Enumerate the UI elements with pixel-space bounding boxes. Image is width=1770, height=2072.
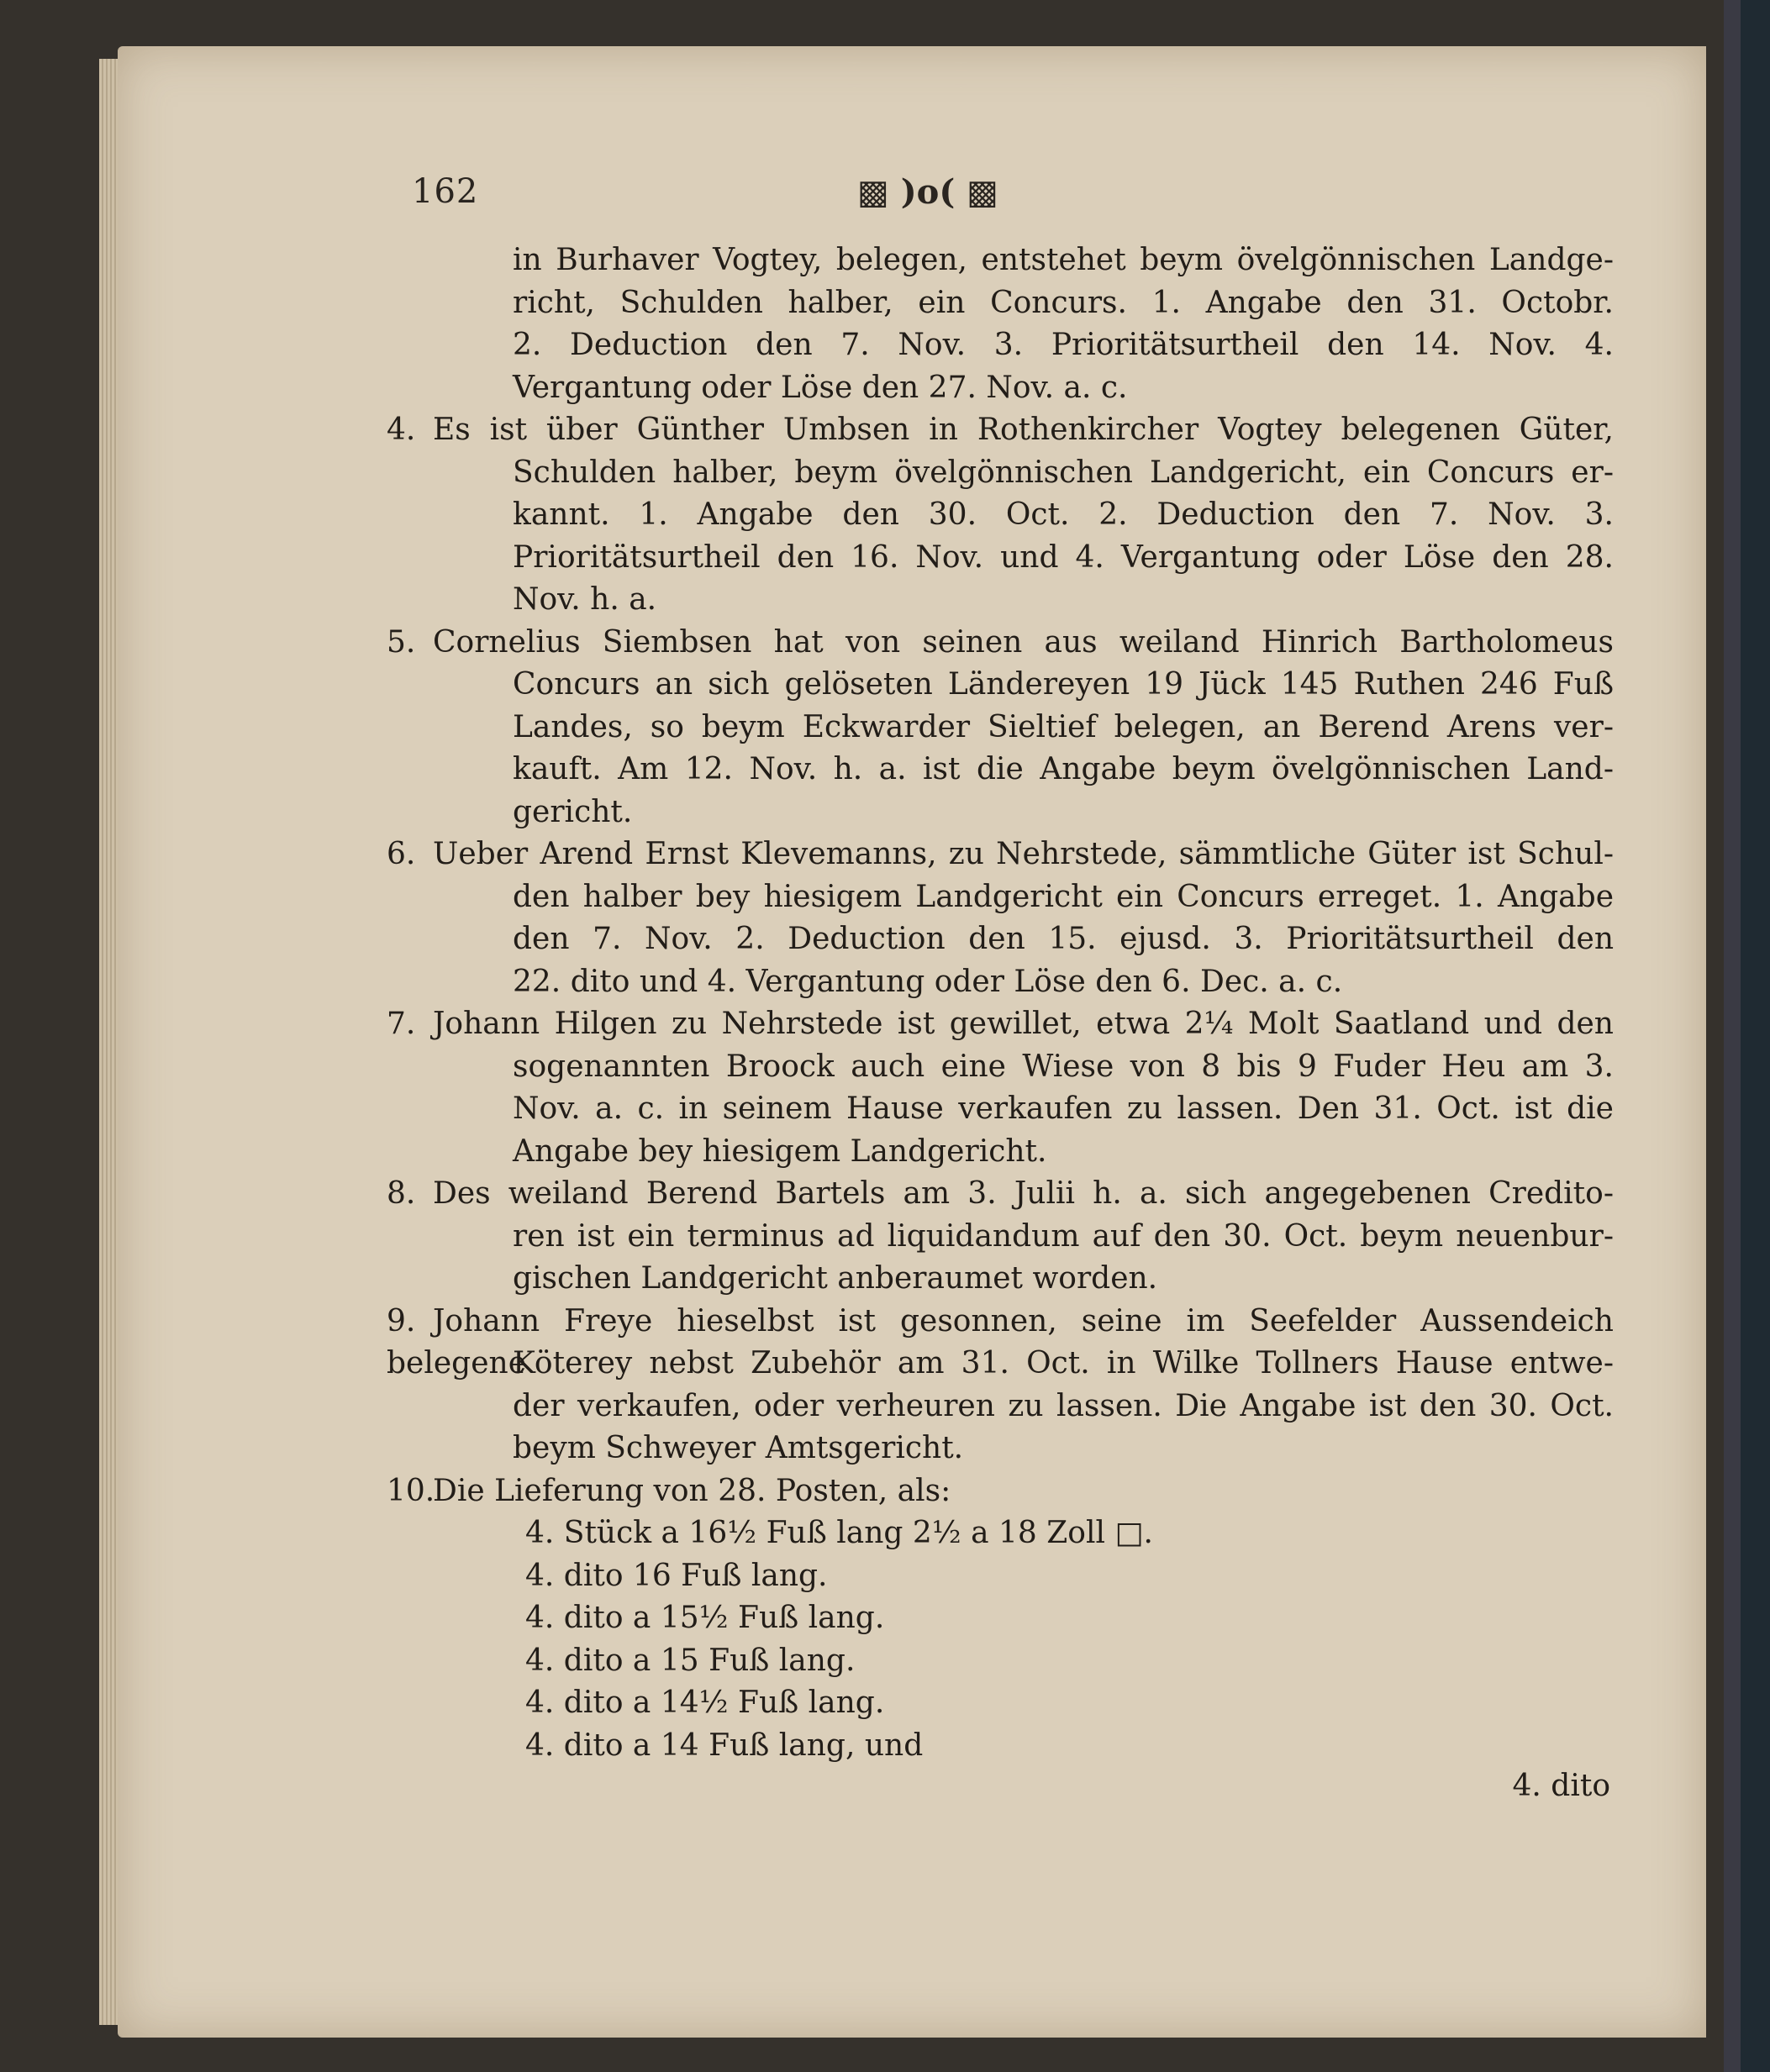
text-line: den halber bey hiesigem Landgericht ein Concurs erreget. 1. Angabe <box>513 879 1614 914</box>
entry-number: 7. <box>387 1007 416 1041</box>
right-gutter <box>1724 0 1770 2072</box>
catchword: 4. dito <box>1512 1769 1610 1803</box>
page-text <box>387 239 1614 1767</box>
entry-first-line <box>387 409 1614 452</box>
entry-number: 6. <box>387 837 416 871</box>
text-line: den 7. Nov. 2. Deduction den 15. ejusd. 3. Prioritätsurtheil den <box>513 922 1614 956</box>
entry-number: 9. <box>387 1303 416 1338</box>
text-line: Landes, so beym Eckwarder Sieltief belegen, an Berend Arens ver- <box>513 709 1614 744</box>
text-line: kauft. Am 12. Nov. h. a. ist die Angabe beym övelgönnischen Land- <box>513 752 1614 786</box>
text-line: der verkaufen, oder verheuren zu lassen. Die Angabe ist den 30. Oct. <box>513 1388 1614 1423</box>
text-line: in Burhaver Vogtey, belegen, entstehet beym övelgönnischen Landge- <box>513 243 1614 277</box>
entry-text: Johann Freye hieselbst ist gesonnen, seine im Seefelder Aussendeich belegene <box>387 1303 1614 1380</box>
text-line: Nov. h. a. <box>513 582 657 617</box>
text-line: Nov. a. c. in seinem Hause verkaufen zu lassen. Den 31. Oct. ist die <box>513 1091 1614 1126</box>
entry-first-line <box>387 622 1614 665</box>
entry-number: 5. <box>387 624 416 660</box>
text-line: richt, Schulden halber, ein Concurs. 1. Angabe den 31. Octobr. <box>513 285 1614 320</box>
text-line: gischen Landgericht anberaumet worden. <box>513 1261 1158 1296</box>
list-item: 4. dito 16 Fuß lang. <box>525 1558 828 1593</box>
entry-text: Die Lieferung von 28. Posten, als: <box>433 1473 951 1508</box>
text-line: beym Schweyer Amtsgericht. <box>513 1431 964 1465</box>
entry-first-line <box>387 1173 1614 1216</box>
text-line: Concurs an sich gelöseten Ländereyen 19 Jück 145 Ruthen 246 Fuß <box>513 667 1614 702</box>
entry-text: Johann Hilgen zu Nehrstede ist gewillet, etwa 2¼ Molt Saatland und den <box>433 1007 1614 1041</box>
entry-text: Cornelius Siembsen hat von seinen aus weiland Hinrich Bartholomeus <box>433 624 1614 660</box>
entry-text: Ueber Arend Ernst Klevemanns, zu Nehrstede, sämmtliche Güter ist Schul- <box>433 837 1614 871</box>
entry-first-line <box>387 1003 1614 1046</box>
entry-first-line <box>387 1470 1614 1513</box>
text-line: 2. Deduction den 7. Nov. 3. Prioritätsurtheil den 14. Nov. 4. <box>513 328 1614 362</box>
page-number: 162 <box>412 172 479 211</box>
text-line: sogenannten Broock auch eine Wiese von 8 bis 9 Fuder Heu am 3. <box>513 1049 1614 1084</box>
text-line: kannt. 1. Angabe den 30. Oct. 2. Deduction den 7. Nov. 3. <box>513 497 1614 532</box>
entry-number: 4. <box>387 413 416 447</box>
entry-number: 8. <box>387 1176 416 1211</box>
list-item: 4. dito a 15½ Fuß lang. <box>525 1601 885 1635</box>
text-line: Schulden halber, beym övelgönnischen Landgericht, ein Concurs er- <box>513 455 1614 490</box>
entry-first-line <box>387 834 1614 876</box>
delivery-list <box>387 1512 1614 1767</box>
page-header <box>412 172 1622 223</box>
entry-text: Es ist über Günther Umbsen in Rothenkircher Vogtey belegenen Güter, <box>433 413 1614 447</box>
entry-text: Des weiland Berend Bartels am 3. Julii h. a. sich angegebenen Credito- <box>433 1176 1614 1211</box>
list-item: 4. dito a 14 Fuß lang, und <box>525 1728 924 1763</box>
text-line: ren ist ein terminus ad liquidandum auf den 30. Oct. beym neuenbur- <box>513 1218 1614 1254</box>
text-line: Angabe bey hiesigem Landgericht. <box>513 1133 1047 1169</box>
entry-number: 10. <box>387 1473 435 1508</box>
list-item: 4. dito a 14½ Fuß lang. <box>525 1685 885 1720</box>
text-line: Vergantung oder Löse den 27. Nov. a. c. <box>513 370 1128 405</box>
list-item: 4. Stück a 16½ Fuß lang 2½ a 18 Zoll □. <box>525 1516 1153 1550</box>
list-item: 4. dito a 15 Fuß lang. <box>525 1643 856 1678</box>
text-line: 22. dito und 4. Vergantung oder Löse den 6. Dec. a. c. <box>513 964 1343 999</box>
text-line: Prioritätsurtheil den 16. Nov. und 4. Vergantung oder Löse den 28. <box>513 539 1614 575</box>
header-ornament: ▩ )o( ▩ <box>857 172 998 212</box>
text-line: gericht. <box>513 794 633 829</box>
text-line: Köterey nebst Zubehör am 31. Oct. in Wilke Tollners Hause entwe- <box>513 1346 1614 1380</box>
